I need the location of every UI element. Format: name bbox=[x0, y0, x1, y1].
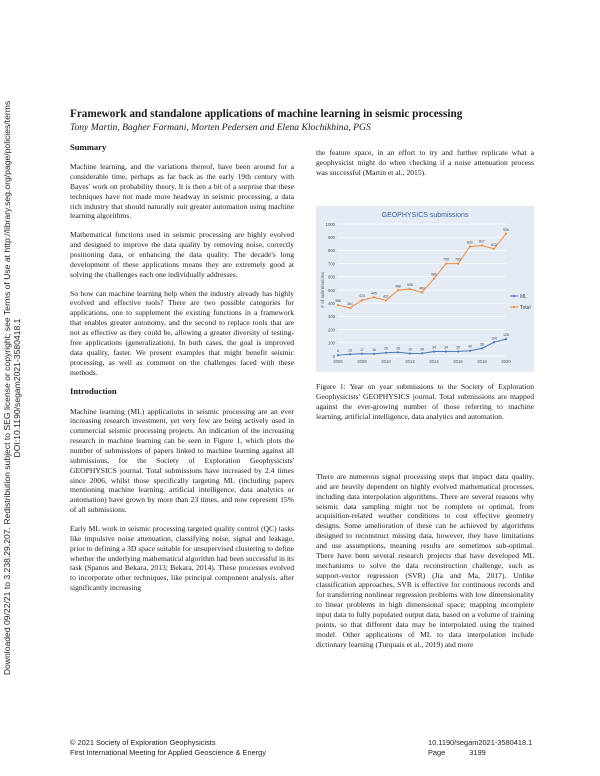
data-label-total: 498 bbox=[395, 284, 401, 289]
y-tick-label: 1000 bbox=[325, 221, 335, 227]
data-point-ml bbox=[481, 347, 483, 349]
data-label-total: 421 bbox=[383, 294, 389, 299]
x-tick-label: 2014 bbox=[429, 359, 439, 364]
data-point-total bbox=[457, 263, 459, 265]
x-tick-label: 2016 bbox=[453, 359, 463, 364]
figure-1-chart bbox=[316, 206, 534, 372]
data-point-ml bbox=[457, 350, 459, 352]
footer-right bbox=[428, 738, 532, 758]
footer-left bbox=[70, 738, 266, 758]
paper-title: Framework and standalone applications of machine learning in seismic processing bbox=[70, 108, 463, 120]
data-point-ml bbox=[409, 352, 411, 354]
data-label-total: 830 bbox=[467, 240, 473, 245]
x-tick-label: 2012 bbox=[405, 359, 415, 364]
data-point-ml bbox=[373, 353, 375, 355]
download-notice bbox=[0, 0, 24, 776]
doi-notice-line: DOI:10.1190/segam2021-3580418.1 bbox=[12, 318, 22, 458]
footer-page-number: 3199 bbox=[469, 747, 486, 757]
data-label-total: 926 bbox=[503, 227, 509, 232]
y-tick-label: 0 bbox=[332, 353, 335, 359]
data-point-ml bbox=[493, 341, 495, 343]
data-point-total bbox=[493, 248, 495, 250]
legend-label-total: Total bbox=[520, 304, 531, 311]
data-point-ml bbox=[337, 354, 339, 356]
data-label-ml: 28 bbox=[396, 346, 400, 351]
right-column-top bbox=[316, 148, 534, 187]
x-tick-label: 2008 bbox=[357, 359, 367, 364]
data-point-total bbox=[397, 289, 399, 291]
data-label-ml: 25 bbox=[384, 346, 388, 351]
data-label-ml: 34 bbox=[432, 345, 436, 350]
paper-authors: Tony Martin, Bagher Farmani, Morten Pedersen and Elena Klochikhina, PGS bbox=[70, 122, 371, 133]
data-label-total: 445 bbox=[371, 291, 377, 296]
data-point-ml bbox=[421, 352, 423, 354]
introduction-paragraph-1: Machine learning (ML) applications in seismic processing are an ever increasing research investment, yet very few are being actively used in commercial seismic processing projects. An indication of the increasing research in machine learning can be seen in Figure 1, which plots the number of submissions of papers linked to machine learning against all submissions, for the Society of Exploration Geophysicists' GEOPHYSICS journal. Total submissions have increased by 2.4 times since 2006, whilst those specifically targeting ML (including papers mentioning machine learning, artificial intelligence, data analytics or automation) have grown by more than 23 times, and now represent 15% of all submissions. bbox=[70, 406, 294, 515]
data-label-total: 508 bbox=[407, 282, 413, 287]
data-point-total bbox=[481, 244, 483, 246]
data-point-total bbox=[361, 299, 363, 301]
data-label-total: 586 bbox=[431, 272, 437, 277]
data-label-ml: 34 bbox=[444, 345, 448, 350]
introduction-paragraph-2: Early ML work in seismic processing targeted quality control (QC) tasks like impulsive noise attenuation, classifying noise, signal and leakage, prior to defining a 3D space suitable for unsupervised clustering to define whether the underlying mathematical algorithm had been successful in its task (Spanos and Bekara, 2013; Bekara, 2014). These processes evolved to incorporate other techniques, like principal component analysis, after significantly increasing bbox=[70, 523, 294, 593]
data-point-ml bbox=[445, 350, 447, 352]
data-point-total bbox=[349, 307, 351, 309]
y-tick-label: 800 bbox=[328, 248, 335, 254]
download-notice-line: Downloaded 09/22/21 to 3.238.29.207. Redistribution subject to SEG license or copyright; see Terms of Use at http://library.seg.org/page/policies/terms bbox=[2, 100, 12, 676]
x-tick-label: 2006 bbox=[333, 359, 343, 364]
x-tick-label: 2018 bbox=[477, 359, 487, 364]
y-axis-label: # of submissions bbox=[321, 272, 326, 308]
footer-meeting: First International Meeting for Applied Geoscience & Energy bbox=[70, 747, 266, 757]
data-label-ml: 58 bbox=[480, 342, 484, 347]
footer-page-label: Page bbox=[428, 747, 446, 757]
y-tick-label: 400 bbox=[328, 301, 335, 306]
y-tick-label: 300 bbox=[328, 314, 335, 320]
data-point-ml bbox=[433, 350, 435, 352]
right-paragraph-2: There are numerous signal processing steps that impact data quality, and are heavily dependent on highly evolved mathematical processes, including data interpolation algorithms. There are several reasons why seismic data sampling might not be complete or optimal, from acquisition-related weather conditions to cost effective geometry designs. Some amelioration of these can be achieved by algorithms designed to reconstruct missing data, however, they have limitations and use assumptions, meaning results are sometimes sub-optimal. There have been several research projects that have developed ML mechanisms to solve the data reconstruction challenge, such as support-vector regression (SVR) (Jia and Ma, 2017). Unlike classification approaches, SVR is effective for continuous records and for transferring nonlinear regression problems with low dimensionality to linear problems in high dimensional space; mapping incomplete input data to fully populated output data, based on a volume of training points, so that different data may be interpolated using the trained model. Other applications of ML to data interpolation include dictionary learning (Turquais et al., 2019) and more bbox=[316, 472, 534, 649]
data-point-total bbox=[445, 263, 447, 265]
footer-copyright: © 2021 Society of Exploration Geophysicists bbox=[70, 738, 216, 747]
data-point-total bbox=[469, 245, 471, 247]
summary-paragraph-1: Machine learning, and the variations thereof, have been around for a considerable time, perhaps as far back as the early 19th century with Bayes' work on probability theory. It is then a bit of a surprise that these techniques have not made more headway in seismic processing, a data rich industry that should naturally suit greater automation using machine learning algorithms. bbox=[70, 162, 294, 221]
data-label-ml: 40 bbox=[468, 344, 472, 349]
data-point-total bbox=[337, 304, 339, 306]
left-column bbox=[70, 142, 294, 602]
y-tick-label: 900 bbox=[328, 235, 335, 240]
data-point-total bbox=[409, 288, 411, 290]
data-point-ml bbox=[349, 353, 351, 355]
data-label-ml: 104 bbox=[491, 336, 497, 341]
chart-title: GEOPHYSICS submissions bbox=[381, 212, 469, 219]
data-label-ml: 35 bbox=[456, 345, 460, 350]
data-point-ml bbox=[469, 350, 471, 352]
data-label-ml: 17 bbox=[360, 347, 364, 352]
summary-paragraph-3: So how can machine learning help when the industry already has highly evolved and effective tools? There are two possible categories for applications, one to supplement the existing functions in a framework that enables greater autonomy, and the second to replace tools that are not as effective as they could be, allowing a greater diversity of testing-free applications (generalization). In both cases, the goal is improved data quality, faster. We present examples that might benefit seismic processing, as well as comment on the challenges faced with these methods. bbox=[70, 288, 294, 377]
y-tick-label: 700 bbox=[328, 261, 335, 267]
right-paragraph-1: the feature space, in an effort to try and further replicate what a geophysicist might do when checking if a noise attenuation process was successful (Martin et al., 2015). bbox=[316, 148, 534, 177]
legend-marker-total bbox=[513, 306, 515, 308]
data-label-ml: 16 bbox=[372, 347, 376, 352]
data-point-ml bbox=[361, 353, 363, 355]
y-tick-label: 100 bbox=[328, 340, 335, 346]
summary-paragraph-2: Mathematical functions used in seismic processing are highly evolved and designed to improve the data quality by removing noise, correctly positioning data, or enhancing the data quality. The decade's long development of these applications means they are extremely good at solving the challenges each one individually addresses. bbox=[70, 230, 294, 279]
data-label-total: 700 bbox=[455, 257, 461, 262]
footer-doi: 10.1190/segam2021-3580418.1 bbox=[428, 738, 533, 747]
data-point-ml bbox=[385, 352, 387, 354]
right-column-bottom bbox=[316, 472, 534, 658]
introduction-heading: Introduction bbox=[70, 386, 117, 397]
data-point-ml bbox=[505, 338, 507, 340]
data-point-total bbox=[433, 278, 435, 280]
data-point-total bbox=[385, 299, 387, 301]
figure-1-caption: Figure 1: Year on year submissions to the Society of Exploration Geophysicists' GEOPHYSICS journal. Total submissions are mapped against the ever-growing number of those referring to machine learning, artificial intelligence, data analytics and automation. bbox=[316, 382, 534, 421]
data-label-total: 423 bbox=[359, 294, 365, 299]
chart-svg bbox=[316, 206, 534, 372]
data-label-total: 482 bbox=[419, 286, 425, 291]
y-tick-label: 600 bbox=[328, 274, 335, 280]
data-label-total: 364 bbox=[347, 301, 353, 306]
data-point-total bbox=[373, 296, 375, 298]
data-label-total: 700 bbox=[443, 257, 449, 262]
data-point-total bbox=[421, 291, 423, 293]
y-tick-label: 500 bbox=[328, 287, 335, 293]
data-label-total: 812 bbox=[491, 242, 497, 247]
x-tick-label: 2020 bbox=[501, 359, 511, 364]
summary-heading: Summary bbox=[70, 142, 107, 152]
data-label-total: 837 bbox=[479, 239, 485, 244]
data-label-total: 386 bbox=[335, 299, 341, 304]
data-label-ml: 6 bbox=[337, 349, 339, 354]
data-label-ml: 13 bbox=[348, 348, 352, 353]
data-label-ml: 128 bbox=[503, 333, 509, 338]
data-point-total bbox=[505, 233, 507, 235]
data-label-ml: 19 bbox=[408, 347, 412, 352]
x-tick-label: 2010 bbox=[381, 359, 391, 364]
y-tick-label: 200 bbox=[328, 327, 335, 333]
data-label-ml: 20 bbox=[420, 347, 424, 352]
legend-marker-ml bbox=[513, 295, 515, 297]
data-point-ml bbox=[397, 351, 399, 353]
legend-label-ml: ML bbox=[520, 293, 527, 300]
